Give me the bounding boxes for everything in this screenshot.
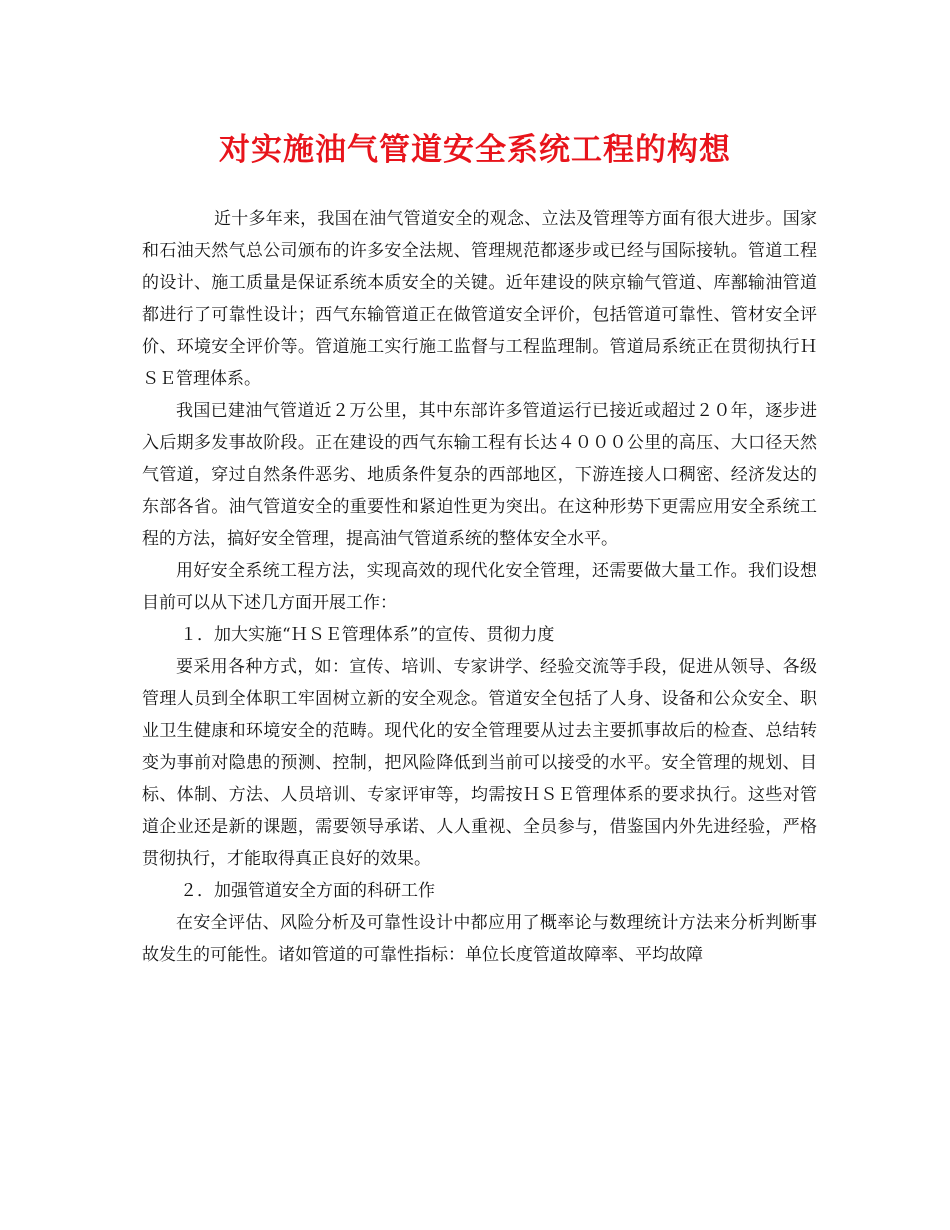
- document-body: [142, 203, 817, 971]
- section-heading-2: ２．加强管道安全方面的科研工作: [180, 881, 435, 901]
- paragraph-work-plan: 用好安全系统工程方法，实现高效的现代化安全管理，还需要做大量工作。我们设想目前可以从下述几方面开展工作：: [142, 561, 817, 613]
- paragraph-section-2: 在安全评估、风险分析及可靠性设计中都应用了概率论与数理统计方法来分析判断事故发生的可能性。诸如管道的可靠性指标：单位长度管道故障率、平均故障: [142, 913, 817, 965]
- paragraph-intro: 近十多年来，我国在油气管道安全的观念、立法及管理等方面有很大进步。国家和石油天然气总公司颁布的许多安全法规、管理规范都逐步或已经与国际接轨。管道工程的设计、施工质量是保证系统本质安全的关键。近年建设的陕京输气管道、库鄯输油管道都进行了可靠性设计；西气东输管道正在做管道安全评价，包括管道可靠性、管材安全评价、环境安全评价等。管道施工实行施工监督与工程监理制。管道局系统正在贯彻执行ＨＳＥ管理体系。: [142, 209, 817, 389]
- document-title: 对实施油气管道安全系统工程的构想: [219, 132, 731, 168]
- paragraph-section-1: 要采用各种方式，如：宣传、培训、专家讲学、经验交流等手段，促进从领导、各级管理人员到全体职工牢固树立新的安全观念。管道安全包括了人身、设备和公众安全、职业卫生健康和环境安全的范畴。现代化的安全管理要从过去主要抓事故后的检查、总结转变为事前对隐患的预测、控制，把风险降低到当前可以接受的水平。安全管理的规划、目标、体制、方法、人员培训、专家评审等，均需按ＨＳＥ管理体系的要求执行。这些对管道企业还是新的课题，需要领导承诺、人人重视、全员参与，借鉴国内外先进经验，严格贯彻执行，才能取得真正良好的效果。: [142, 657, 817, 869]
- section-heading-1: １．加大实施“ＨＳＥ管理体系”的宣传、贯彻力度: [180, 625, 555, 645]
- paragraph-pipeline-status: 我国已建油气管道近２万公里，其中东部许多管道运行已接近或超过２０年，逐步进入后期多发事故阶段。正在建设的西气东输工程有长达４０００公里的高压、大口径天然气管道，穿过自然条件恶劣、地质条件复杂的西部地区，下游连接人口稠密、经济发达的东部各省。油气管道安全的重要性和紧迫性更为突出。在这种形势下更需应用安全系统工程的方法，搞好安全管理，提高油气管道系统的整体安全水平。: [142, 401, 817, 549]
